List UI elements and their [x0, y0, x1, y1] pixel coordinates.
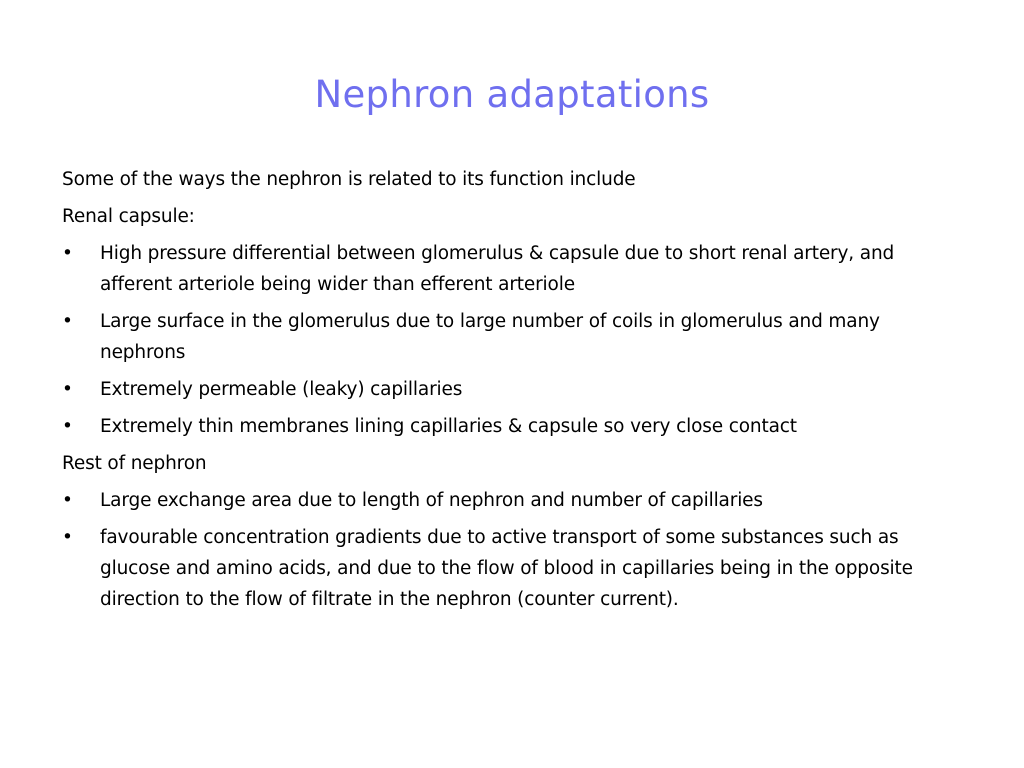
section-heading-renal-capsule: Renal capsule:: [62, 206, 195, 227]
slide-body: [62, 164, 967, 621]
bullet-glyph: •: [62, 243, 73, 264]
bullet-item: [62, 411, 967, 442]
bullet-text: Extremely thin membranes lining capillaries & capsule so very close contact: [100, 416, 797, 437]
bullet-item: [62, 238, 967, 300]
bullet-glyph: •: [62, 527, 73, 548]
bullet-text: favourable concentration gradients due to active transport of some substances such as glucose and amino acids, and due to the flow of blood in capillaries being in the opposite direction to the flow of filtrate in the nephron (counter current).: [100, 527, 913, 610]
section-heading-rest-of-nephron: Rest of nephron: [62, 453, 207, 474]
bullet-glyph: •: [62, 490, 73, 511]
bullet-item: [62, 485, 967, 516]
bullet-text: High pressure differential between glomerulus & capsule due to short renal artery, and afferent arteriole being wider than efferent arteriole: [100, 243, 895, 295]
bullet-text: Large exchange area due to length of nephron and number of capillaries: [100, 490, 763, 511]
bullet-glyph: •: [62, 379, 73, 400]
bullet-item: [62, 306, 967, 368]
intro-text: Some of the ways the nephron is related to its function include: [62, 169, 636, 190]
slide-title: Nephron adaptations: [314, 73, 710, 116]
bullet-text: Extremely permeable (leaky) capillaries: [100, 379, 463, 400]
bullet-item: [62, 374, 967, 405]
bullet-text: Large surface in the glomerulus due to large number of coils in glomerulus and many nephrons: [100, 311, 880, 363]
bullet-glyph: •: [62, 416, 73, 437]
bullet-glyph: •: [62, 311, 73, 332]
bullet-item: [62, 522, 967, 615]
